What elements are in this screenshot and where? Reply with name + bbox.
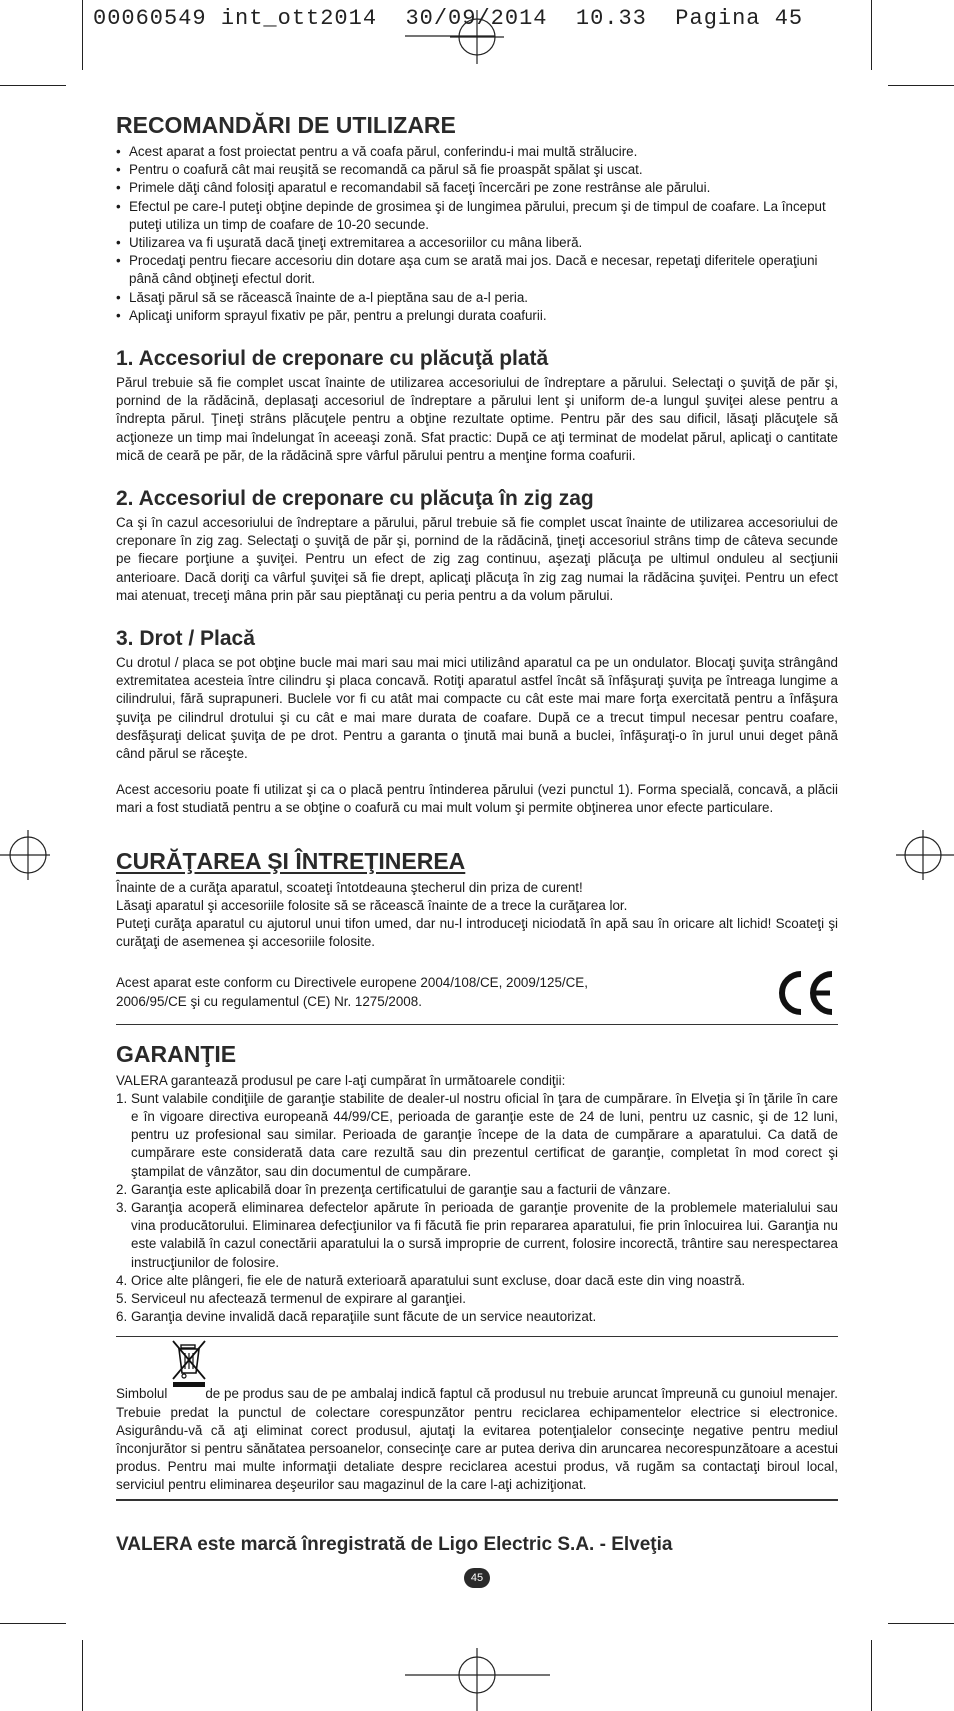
crop-mark	[0, 85, 66, 86]
section-1-title: 1. Accesoriul de creponare cu plăcuţă plată	[116, 347, 549, 371]
crop-mark	[871, 0, 872, 70]
crop-mark	[0, 1623, 66, 1624]
list-item: • Acest aparat a fost proiectat pentru a vă coafa părul, conferindu-i mai multă strălucire.	[116, 143, 838, 161]
crop-mark	[888, 85, 954, 86]
brand-footer: VALERA este marcă înregistrată de Ligo Electric S.A. - Elveţia	[116, 1534, 673, 1555]
conformity-row	[116, 968, 838, 1018]
registration-mark-right	[896, 830, 954, 880]
registration-mark-left	[0, 830, 50, 880]
warranty-list	[116, 1090, 838, 1327]
print-slug: 00060549 int_ott2014 30/09/2014 10.33 Pagina 45	[93, 6, 804, 31]
section-2-title: 2. Accesoriul de creponare cu plăcuţa în zig zag	[116, 487, 594, 511]
recommendations-list	[116, 143, 838, 325]
list-item: • Pentru o coafură cât mai reuşită se recomandă ca părul să fie proaspăt spălat şi uscat.	[116, 161, 838, 179]
list-item: 1. Sunt valabile condiţiile de garanţie stabilite de dealer-ul nostru oficial în ţara de cumpărare. în Elveţia şi în ţările în care e în vigoare directiva europeană 44/99/CE, perioada de garanţie este de 24 de luni, pentru uz casnic, şi de 12 luni, pentru uz profesional sau similar. Perioada de garanţie începe de la data de cumpărare a aparatului. Ca dată de cumpărare este considerată data care rezultă sau din prezentul certificat de garanţie, completat în mod corect şi ştampilat de vânzător, sau din documentul de cumpărare.	[116, 1090, 838, 1179]
list-item: 6. Garanţia devine invalidă dacă reparaţiile sunt făcute de un service neautorizat.	[116, 1309, 597, 1325]
list-item: • Efectul pe care-l puteţi obţine depinde de grosimea şi de lungimea părului, precum şi de timpul de coafare. La început puteţi utiliza un timp de coafare de 10-20 secunde.	[116, 198, 838, 234]
crop-mark	[888, 1623, 954, 1624]
cleaning-line: Puteţi curăţa aparatul cu ajutorul unui tifon umed, dar nu-l introduceţi niciodată în apă sau în oricare alt lichid! Scoateţi şi curăţaţi de asemenea şi accesoriile folosite.	[116, 916, 838, 950]
list-item: 3. Garanţia acoperă eliminarea defectelor apărute în perioada de garanţie provenite de la problemele materialului sau vina producătorului. Eliminarea defecţiunilor va fi făcută fie prin repararea aparatului, fie prin înlocuirea lui. Garanţia nu este valabilă în cazul conectării aparatului la o sursă improprie de current, folosire incorectă, trântire sau nerespectarea instrucţiunilor de folosire.	[116, 1199, 838, 1270]
page-content	[116, 112, 838, 1501]
crop-mark	[871, 1640, 872, 1711]
list-item: • Lăsaţi părul să se răcească înainte de a-l pieptăna sau de a-l peria.	[116, 289, 838, 307]
section-3-text-extra: Acest accesoriu poate fi utilizat şi ca o placă pentru întinderea părului (vezi punctul 1). Forma specială, concavă, a plăcii mari a fost studiată pentru a se obţine o coafură cu mai mult volum şi permite obţinerea unor efecte particulare.	[116, 782, 838, 816]
list-item: • Utilizarea va fi uşurată dacă ţineţi extremitarea a accesoriilor cu mâna liberă.	[116, 234, 838, 252]
divider	[116, 1499, 838, 1501]
section-1-text: Părul trebuie să fie complet uscat înainte de utilizarea accesoriului de îndreptare a părului. Selectaţi o şuviţă de păr şi, pornind de la rădăcină, deplasaţi accesoriul de îndreptare a părului lent şi uniform de-a lungul şuviţei alese pentru a îndrepta părul. Ţineţi strâns plăcuţele pentru a obţine rezultate optime. Pentru păr des sau dificil, lăsaţi plăcuţele să acţioneze un timp mai îndelungat în aceeaşi zonă. Sfat practic: După ce aţi terminat de modelat părul, aplicaţi o cantitate mică de ceară pe păr, de la rădăcină spre vârful părului pentru a menţine forma coafurii.	[116, 375, 838, 463]
cleaning-line: Lăsaţi aparatul şi accesoriile folosite să se răcească înainte de a trece la curăţarea lor.	[116, 897, 628, 913]
section-2-text: Ca şi în cazul accesoriului de îndreptare a părului, părul trebuie să fie complet uscat înainte de utilizarea accesoriului de creponare în zig zag. Selectaţi o şuviţă de păr şi, pornind de la rădăcină, ţineţi accesoriul strâns timp de câteva secunde pe fiecare porţiune a şuviţei. Pentru un efect de zig zag continuu, aşezaţi plăcuţa pe ultimul onduleu al secţiunii anterioare. Dacă doriţi ca vârful şuviţei să fie drept, aplicaţi plăcuţa în zig zag numai la rădăcina şuviţei. Pentru un efect mai atenuat, treceţi mâna prin păr sau pieptănaţi cu peria pentru a da volum părului.	[116, 515, 838, 603]
section-3-title: 3. Drot / Placă	[116, 627, 255, 651]
registration-mark-bottom	[405, 1648, 550, 1711]
crossed-bin-icon	[171, 1339, 207, 1387]
list-item: 5. Serviceul nu afectează termenul de expirare al garanţiei.	[116, 1290, 466, 1306]
ce-mark-icon	[774, 968, 836, 1018]
cleaning-line: Înainte de a curăţa aparatul, scoateţi întotdeauna ştecherul din priza de curent!	[116, 879, 583, 895]
warranty-intro: VALERA garantează produsul pe care l-aţi cumpărat în următoarele condiţii:	[116, 1072, 566, 1088]
list-item: 2. Garanţia este aplicabilă doar în prezenţa certificatului de garanţie sau a facturii de vânzare.	[116, 1181, 671, 1197]
recommendations-title: RECOMANDĂRI DE UTILIZARE	[116, 112, 456, 138]
conformity-text: Acest aparat este conform cu Directivele europene 2004/108/CE, 2009/125/CE, 2006/95/CE şi cu regulamentul (CE) Nr. 1275/2008.	[116, 975, 588, 1009]
weee-notice	[116, 1385, 838, 1494]
list-item: 4. Orice alte plângeri, fie ele de natură exterioară aparatului sunt excluse, doar dacă este din ving noastră.	[116, 1272, 746, 1288]
list-item: • Aplicaţi uniform sprayul fixativ pe păr, pentru a prelungi durata coafurii.	[116, 307, 838, 325]
section-3-text: Cu drotul / placa se pot obţine bucle mai mari sau mai mici utilizând aparatul ca pe un ondulator. Blocaţi şuviţa strângând extremitatea acesteia între cilindru şi placa concavă. Rotiţi aparatul astfel încât să înfăşuraţi şuviţa pe întreaga lungime a cilindrului, fără suprapuneri. Buclele vor fi cu atât mai compacte cu cât este mai mare forţa exercitată pentru a înfăşura şuviţa pe cilindrul drotului şi cu cât e mai mare durata de coafare. După ce a trecut timpul necesar pentru coafare, desfăşuraţi delicat şuviţa de pe drot. Pentru a garanta o ţinută mai bună a buclei, înfăşuraţi-o în jurul unui deget până când părul se răceşte.	[116, 655, 838, 762]
list-item: • Procedaţi pentru fiecare accesoriu din dotare aşa cum se arată mai jos. Dacă e necesar, repetaţi diferitele operaţiuni până când obţineţi efectul dorit.	[116, 252, 838, 288]
page-number: 45	[464, 1568, 490, 1588]
crop-mark	[82, 1640, 83, 1711]
warranty-title: GARANŢIE	[116, 1040, 237, 1067]
weee-text: Simbolul de pe produs sau de pe ambalaj indică faptul că produsul nu trebuie aruncat împreună cu gunoiul menajer. Trebuie predat la punctul de colectare corespunzător pentru reciclarea echipamentelor electrice si electronice. Asigurându-vă că aţi eliminat corect produsul, ajutaţi la evitarea potenţialelor consecinţe negative pentru mediul înconjurător si pentru sănătatea persoanelor, consecinţe care ar putea deriva din aruncarea necorespunzătoare a acestui produs. Pentru mai multe informaţii detaliate despre reciclarea acestui produs, vă rugăm sa contactaţi biroul local, serviciul pentru eliminarea deşeurilor sau magazinul de la care l-aţi achiziţionat.	[116, 1386, 838, 1493]
cleaning-title: CURĂŢAREA ŞI ÎNTREŢINEREA	[116, 847, 466, 874]
crop-mark	[82, 0, 83, 70]
list-item: • Primele dăţi când folosiţi aparatul e recomandabil să faceţi încercări pe zone restrânse ale părului.	[116, 179, 838, 197]
